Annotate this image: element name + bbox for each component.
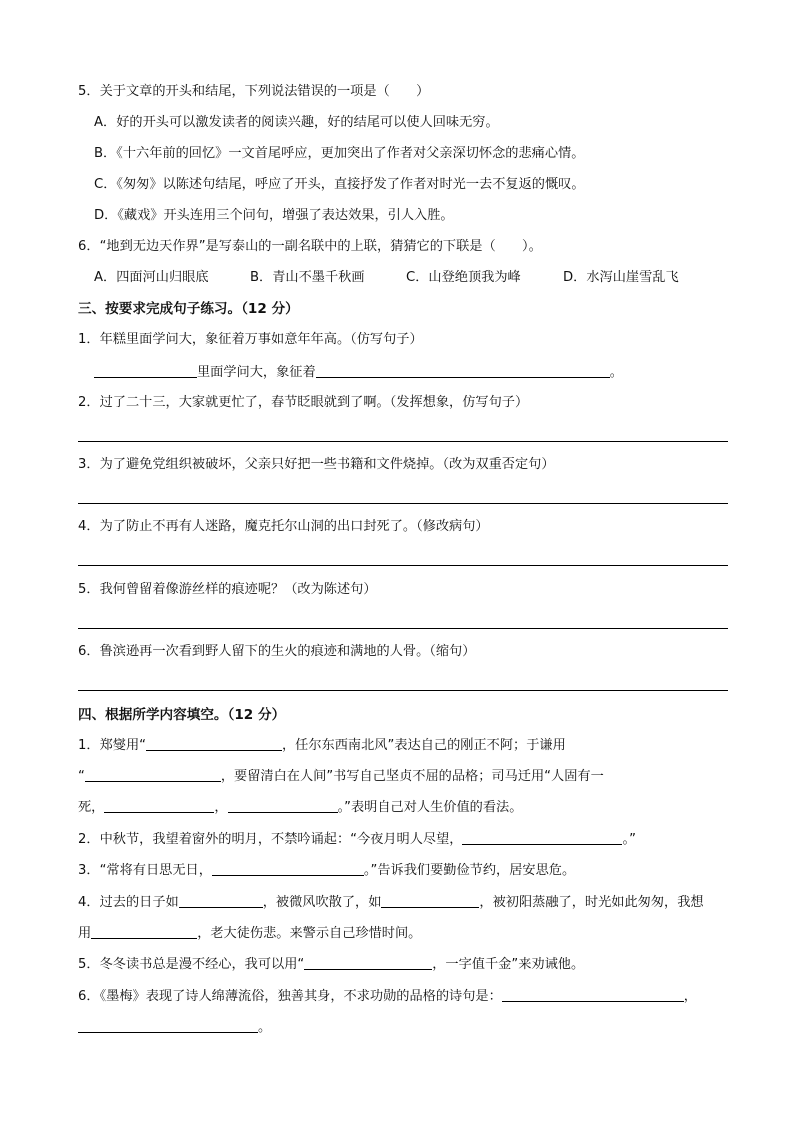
- answer-line[interactable]: [78, 441, 728, 442]
- text: 。”: [622, 832, 636, 847]
- text: 。”表明自己对人生价值的看法。: [337, 800, 523, 815]
- s4-q1-line2: [78, 767, 604, 787]
- s4-q6-line2: [78, 1018, 271, 1038]
- text: 用: [78, 926, 92, 941]
- answer-blank[interactable]: [228, 798, 338, 813]
- section-4-title: 四、根据所学内容填空。（12 分）: [78, 707, 286, 723]
- answer-blank[interactable]: [462, 830, 622, 845]
- answer-blank[interactable]: [104, 798, 214, 813]
- text: “: [78, 769, 85, 784]
- s4-q5: [78, 955, 584, 975]
- text: ，任尔东西南北风”表达自己的刚正不阿；于谦用: [281, 738, 566, 753]
- answer-line[interactable]: [78, 503, 728, 504]
- text: 1．郑燮用“: [78, 738, 146, 753]
- s4-q6-line1: [78, 987, 697, 1007]
- text: ，一字值千金”来劝诫他。: [432, 957, 585, 972]
- text: ，被初阳蒸融了，时光如此匆匆，我想: [479, 895, 704, 910]
- q5-option-c: C．《匆匆》以陈述句结尾，呼应了开头，直接抒发了作者对时光一去不复返的慨叹。: [94, 177, 585, 192]
- answer-blank[interactable]: [381, 893, 479, 908]
- section-3-title: 三、按要求完成句子练习。（12 分）: [78, 301, 299, 317]
- answer-blank[interactable]: [212, 861, 364, 876]
- answer-blank[interactable]: [146, 736, 282, 751]
- answer-line[interactable]: [78, 628, 728, 629]
- answer-blank[interactable]: [502, 987, 684, 1002]
- text: 2．中秋节，我望着窗外的明月，不禁吟诵起：“今夜月明人尽望，: [78, 832, 463, 847]
- answer-blank[interactable]: [94, 363, 197, 378]
- text: 5．冬冬读书总是漫不经心，我可以用“: [78, 957, 305, 972]
- q6-option-b: B．青山不墨千秋画: [250, 270, 365, 285]
- q5-option-b: B．《十六年前的回忆》一文首尾呼应，更加突出了作者对父亲深切怀念的悲痛心情。: [94, 146, 585, 161]
- answer-blank[interactable]: [304, 955, 432, 970]
- text: 4．过去的日子如: [78, 895, 179, 910]
- s3-q4: 4．为了防止不再有人迷路，魔克托尔山洞的出口封死了。（修改病句）: [78, 519, 489, 534]
- text: ，: [214, 800, 228, 815]
- text: 6．《墨梅》表现了诗人绵薄流俗，独善其身，不求功勋的品格的诗句是：: [78, 989, 502, 1004]
- text: ，老大徒伤悲。来警示自己珍惜时间。: [197, 926, 422, 941]
- answer-blank[interactable]: [91, 924, 197, 939]
- text: 。”告诉我们要勤俭节约，居安思危。: [363, 863, 576, 878]
- text: ，要留清白在人间”书写自己坚贞不屈的品格；司马迁用“人固有一: [220, 769, 604, 784]
- text: ，被微风吹散了，如: [262, 895, 382, 910]
- answer-line[interactable]: [78, 690, 728, 691]
- answer-line[interactable]: [78, 565, 728, 566]
- punct: 。: [609, 365, 623, 380]
- s3-q6: 6．鲁滨逊再一次看到野人留下的生火的痕迹和满地的人骨。（缩句）: [78, 644, 476, 659]
- s4-q3: [78, 861, 575, 881]
- answer-blank[interactable]: [179, 893, 263, 908]
- s3-q1-fill-line: [94, 363, 623, 383]
- s3-q5: 5．我何曾留着像游丝样的痕迹呢？（改为陈述句）: [78, 582, 377, 597]
- q6-option-a: A．四面河山归眼底: [94, 270, 209, 285]
- s4-q2: [78, 830, 636, 850]
- s3-q3: 3．为了避免党组织被破坏，父亲只好把一些书籍和文件烧掉。（改为双重否定句）: [78, 457, 555, 472]
- s4-q4-line1: [78, 893, 704, 913]
- text: ，: [683, 989, 697, 1004]
- q6-option-c: C．山登绝顶我为峰: [406, 270, 521, 285]
- text: 死，: [78, 800, 105, 815]
- s4-q1-line3: [78, 798, 522, 818]
- answer-blank[interactable]: [316, 363, 610, 378]
- q5-option-a: A．好的开头可以激发读者的阅读兴趣，好的结尾可以使人回味无穷。: [94, 115, 499, 130]
- q5-stem: 5．关于文章的开头和结尾，下列说法错误的一项是（ ）: [78, 84, 430, 99]
- q5-option-d: D．《藏戏》开头连用三个问句，增强了表达效果，引人入胜。: [94, 208, 454, 223]
- s4-q1-line1: [78, 736, 566, 756]
- answer-blank[interactable]: [78, 1018, 258, 1033]
- answer-blank[interactable]: [85, 767, 221, 782]
- s3-q1: 1．年糕里面学问大，象征着万事如意年年高。（仿写句子）: [78, 332, 423, 347]
- s3-q2: 2．过了二十三，大家就更忙了，春节眨眼就到了啊。（发挥想象，仿写句子）: [78, 395, 529, 410]
- q6-option-d: D．水泻山崖雪乱飞: [563, 270, 679, 285]
- text: 3．“常将有日思无日，: [78, 863, 212, 878]
- text: 。: [258, 1020, 272, 1035]
- s4-q4-line2: [78, 924, 421, 944]
- q6-stem: 6．“地到无边天作界”是写泰山的一副名联中的上联，猜猜它的下联是（ ）。: [78, 239, 542, 254]
- s3-q1-fill-text: 里面学问大，象征着: [197, 365, 316, 380]
